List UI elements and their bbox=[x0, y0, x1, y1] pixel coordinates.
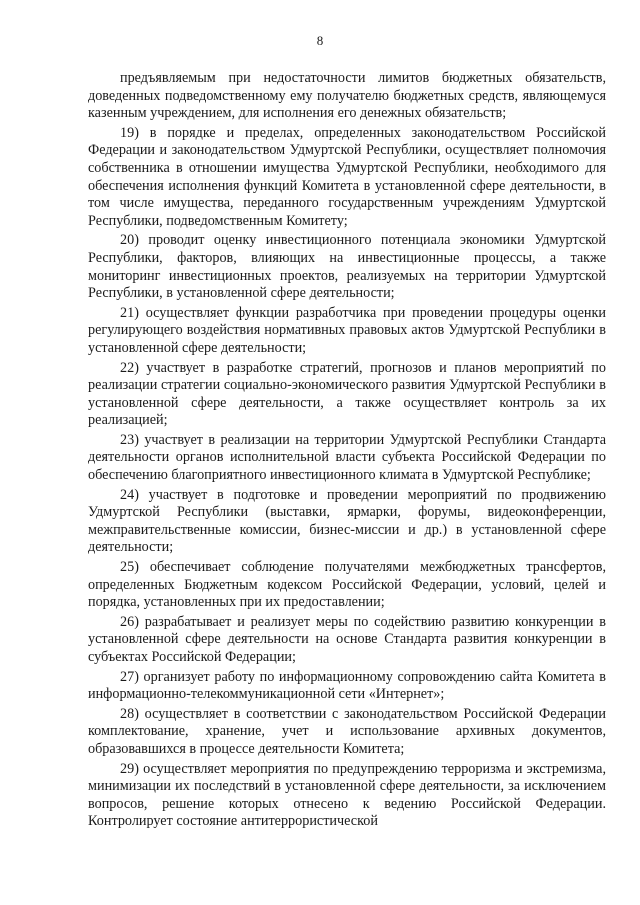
paragraph-item-25: 25) обеспечивает соблюдение получателями межбюджетных трансфертов, определенных Бюджетным кодексом Российской Федерации, условий, целей и порядка, установленных при их предоставлении; bbox=[88, 559, 606, 611]
paragraph-item-23: 23) участвует в реализации на территории Удмуртской Республики Стандарта деятельности органов исполнительной власти субъекта Российской Федерации по обеспечению благоприятного инвестиционного климата в Удмуртской Республике; bbox=[88, 431, 606, 484]
paragraph-item-21: 21) осуществляет функции разработчика при проведении процедуры оценки регулирующего воздействия нормативных правовых актов Удмуртской Республики в установленной сфере деятельности; bbox=[88, 304, 606, 356]
paragraph-item-20: 20) проводит оценку инвестиционного потенциала экономики Удмуртской Республики, факторов, влияющих на инвестиционные процессы, а также мониторинг инвестиционных проектов, реализуемых на территории Удмуртской Республики, в установленной сфере деятельности; bbox=[88, 232, 606, 302]
paragraph-item-28: 28) осуществляет в соответствии с законодательством Российской Федерации комплектование, хранение, учет и использование архивных документов, образовавшихся в процессе деятельности Комитета; bbox=[88, 705, 606, 757]
paragraph-item-26: 26) разрабатывает и реализует меры по содействию развитию конкуренции в установленной сфере деятельности на основе Стандарта развития конкуренции в субъектах Российской Федерации; bbox=[88, 613, 606, 665]
page-number: 8 bbox=[316, 33, 324, 48]
paragraph-item-27: 27) организует работу по информационному сопровождению сайта Комитета в информационно-телекоммуникационной сети «Интернет»; bbox=[88, 668, 606, 703]
paragraph-item-29: 29) осуществляет мероприятия по предупреждению терроризма и экстремизма, минимизации их последствий в установленной сфере деятельности, за исключением вопросов, решение которых отнесено к ведению Российской Федерации. Контролирует состояние антитеррористической bbox=[88, 760, 606, 830]
paragraph-continuation: предъявляемым при недостаточности лимитов бюджетных обязательств, доведенных подведомственному ему получателю бюджетных средств, являющемуся казенным учреждением, для исполнения его денежных обязательств; bbox=[88, 70, 606, 122]
paragraph-item-22: 22) участвует в разработке стратегий, прогнозов и планов мероприятий по реализации стратегии социально-экономического развития Удмуртской Республики в установленной сфере деятельности, а также осуществляет контроль за их реализацией; bbox=[88, 359, 606, 429]
paragraph-item-19: 19) в порядке и пределах, определенных законодательством Российской Федерации и законодательством Удмуртской Республики, осуществляет полномочия собственника в отношении имущества Удмуртской Республики, необходимого для обеспечения исполнения функций Комитета в установленной сфере деятельности, в том числе имущества, переданного государственным учреждениям Удмуртской Республики, подведомственным Комитету; bbox=[88, 124, 606, 229]
document-body bbox=[88, 70, 606, 833]
paragraph-item-24: 24) участвует в подготовке и проведении мероприятий по продвижению Удмуртской Республики (выставки, ярмарки, форумы, видеоконференции, межправительственные комиссии, бизнес-миссии и др.) в установленной сфере деятельности; bbox=[88, 486, 606, 556]
